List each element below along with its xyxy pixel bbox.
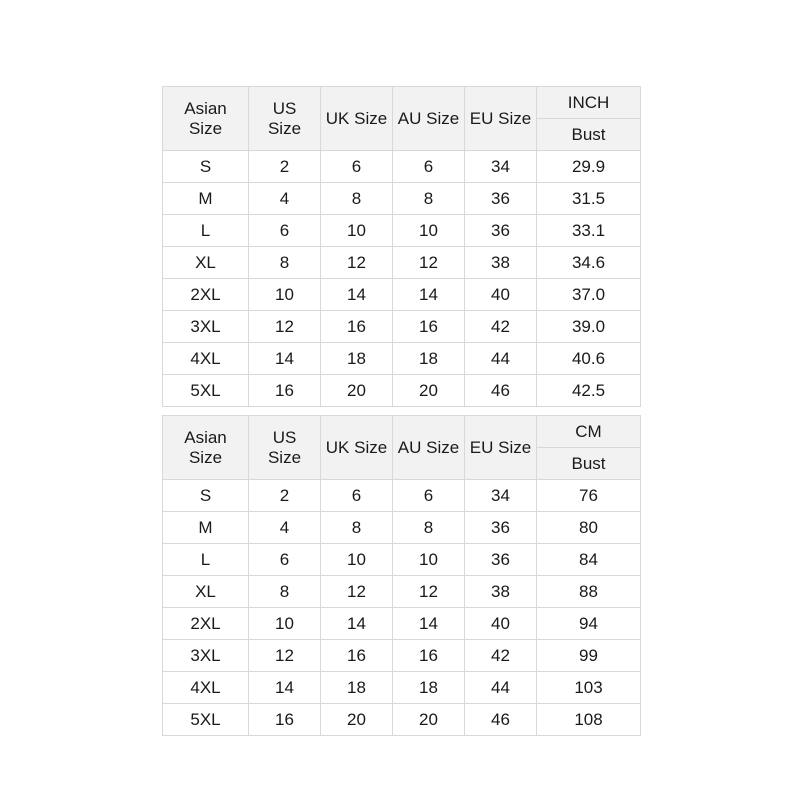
cell-au-size: 12 bbox=[393, 576, 465, 608]
cell-asian-size: 3XL bbox=[163, 311, 249, 343]
cell-au-size: 8 bbox=[393, 512, 465, 544]
cell-asian-size: S bbox=[163, 480, 249, 512]
cell-us-size: 14 bbox=[249, 672, 321, 704]
cell-au-size: 10 bbox=[393, 215, 465, 247]
cell-us-size: 16 bbox=[249, 704, 321, 736]
header-au-size-line1: AU bbox=[397, 437, 422, 457]
header-measure-bust: Bust bbox=[537, 119, 641, 151]
cell-us-size: 12 bbox=[249, 311, 321, 343]
header-asian-size-line2: Size bbox=[188, 447, 223, 467]
cell-bust: 31.5 bbox=[537, 183, 641, 215]
cell-au-size: 18 bbox=[393, 672, 465, 704]
cell-eu-size: 36 bbox=[465, 512, 537, 544]
cell-asian-size: 4XL bbox=[163, 672, 249, 704]
cell-eu-size: 40 bbox=[465, 608, 537, 640]
cell-us-size: 6 bbox=[249, 544, 321, 576]
cell-eu-size: 34 bbox=[465, 480, 537, 512]
table-row bbox=[163, 311, 641, 343]
table-row bbox=[163, 151, 641, 183]
cell-au-size: 8 bbox=[393, 183, 465, 215]
cell-us-size: 2 bbox=[249, 480, 321, 512]
header-au-size bbox=[393, 416, 465, 480]
cell-au-size: 16 bbox=[393, 640, 465, 672]
header-unit-inch: INCH bbox=[537, 87, 641, 119]
cell-au-size: 6 bbox=[393, 480, 465, 512]
table-row bbox=[163, 215, 641, 247]
cell-uk-size: 6 bbox=[321, 480, 393, 512]
header-eu-size bbox=[465, 416, 537, 480]
cell-eu-size: 42 bbox=[465, 311, 537, 343]
cell-au-size: 20 bbox=[393, 375, 465, 407]
header-uk-size bbox=[321, 87, 393, 151]
cell-au-size: 6 bbox=[393, 151, 465, 183]
cell-us-size: 16 bbox=[249, 375, 321, 407]
cell-bust: 99 bbox=[537, 640, 641, 672]
table-row bbox=[163, 576, 641, 608]
cell-eu-size: 42 bbox=[465, 640, 537, 672]
cell-bust: 42.5 bbox=[537, 375, 641, 407]
table-row bbox=[163, 544, 641, 576]
cell-asian-size: 2XL bbox=[163, 279, 249, 311]
cell-uk-size: 12 bbox=[321, 247, 393, 279]
header-eu-size-line2: Size bbox=[498, 108, 532, 128]
table-row bbox=[163, 343, 641, 375]
cell-us-size: 2 bbox=[249, 151, 321, 183]
cell-asian-size: 5XL bbox=[163, 375, 249, 407]
header-eu-size-line2: Size bbox=[498, 437, 532, 457]
cell-uk-size: 20 bbox=[321, 704, 393, 736]
header-au-size-line2: Size bbox=[426, 108, 460, 128]
cell-asian-size: M bbox=[163, 512, 249, 544]
header-uk-size bbox=[321, 416, 393, 480]
table-row bbox=[163, 704, 641, 736]
header-unit-cm: CM bbox=[537, 416, 641, 448]
table-row bbox=[163, 608, 641, 640]
cell-bust: 33.1 bbox=[537, 215, 641, 247]
cell-bust: 88 bbox=[537, 576, 641, 608]
cell-uk-size: 16 bbox=[321, 640, 393, 672]
header-asian-size-line2: Size bbox=[188, 118, 223, 138]
cell-au-size: 10 bbox=[393, 544, 465, 576]
cell-bust: 39.0 bbox=[537, 311, 641, 343]
cell-asian-size: 5XL bbox=[163, 704, 249, 736]
header-uk-size-line2: Size bbox=[354, 437, 388, 457]
header-eu-size bbox=[465, 87, 537, 151]
cell-us-size: 4 bbox=[249, 512, 321, 544]
header-asian-size-line1: Asian bbox=[184, 98, 227, 118]
header-us-size bbox=[249, 416, 321, 480]
cell-eu-size: 38 bbox=[465, 247, 537, 279]
cell-us-size: 8 bbox=[249, 247, 321, 279]
header-au-size-line2: Size bbox=[426, 437, 460, 457]
size-table-inch bbox=[162, 86, 641, 407]
cell-uk-size: 16 bbox=[321, 311, 393, 343]
cell-asian-size: 3XL bbox=[163, 640, 249, 672]
header-asian-size bbox=[163, 416, 249, 480]
cell-asian-size: 2XL bbox=[163, 608, 249, 640]
header-us-size bbox=[249, 87, 321, 151]
cell-eu-size: 36 bbox=[465, 544, 537, 576]
cell-bust: 80 bbox=[537, 512, 641, 544]
cell-au-size: 18 bbox=[393, 343, 465, 375]
cell-eu-size: 44 bbox=[465, 672, 537, 704]
header-uk-size-line1: UK bbox=[325, 108, 350, 128]
cell-eu-size: 36 bbox=[465, 215, 537, 247]
table-header-row bbox=[163, 416, 641, 448]
header-eu-size-line1: EU bbox=[469, 108, 494, 128]
table-row bbox=[163, 279, 641, 311]
cell-us-size: 10 bbox=[249, 279, 321, 311]
cell-bust: 34.6 bbox=[537, 247, 641, 279]
cell-eu-size: 38 bbox=[465, 576, 537, 608]
cell-us-size: 4 bbox=[249, 183, 321, 215]
table-row bbox=[163, 512, 641, 544]
cell-us-size: 14 bbox=[249, 343, 321, 375]
cell-uk-size: 8 bbox=[321, 183, 393, 215]
cell-uk-size: 20 bbox=[321, 375, 393, 407]
cell-au-size: 20 bbox=[393, 704, 465, 736]
cell-us-size: 8 bbox=[249, 576, 321, 608]
size-charts-container bbox=[162, 86, 640, 736]
header-us-size-line2: Size bbox=[267, 118, 302, 138]
table-header-row bbox=[163, 87, 641, 119]
cell-au-size: 12 bbox=[393, 247, 465, 279]
size-table-cm bbox=[162, 415, 641, 736]
cell-bust: 76 bbox=[537, 480, 641, 512]
cell-us-size: 12 bbox=[249, 640, 321, 672]
header-uk-size-line1: UK bbox=[325, 437, 350, 457]
cell-bust: 84 bbox=[537, 544, 641, 576]
cell-eu-size: 36 bbox=[465, 183, 537, 215]
header-au-size-line1: AU bbox=[397, 108, 422, 128]
cell-au-size: 14 bbox=[393, 608, 465, 640]
header-us-size-line2: Size bbox=[267, 447, 302, 467]
cell-uk-size: 14 bbox=[321, 608, 393, 640]
cell-eu-size: 46 bbox=[465, 704, 537, 736]
cell-uk-size: 8 bbox=[321, 512, 393, 544]
table-row bbox=[163, 375, 641, 407]
cell-bust: 103 bbox=[537, 672, 641, 704]
cell-asian-size: M bbox=[163, 183, 249, 215]
cell-bust: 94 bbox=[537, 608, 641, 640]
header-eu-size-line1: EU bbox=[469, 437, 494, 457]
cell-uk-size: 10 bbox=[321, 544, 393, 576]
cell-asian-size: 4XL bbox=[163, 343, 249, 375]
cell-uk-size: 10 bbox=[321, 215, 393, 247]
table-row bbox=[163, 480, 641, 512]
cell-asian-size: L bbox=[163, 215, 249, 247]
cell-eu-size: 40 bbox=[465, 279, 537, 311]
header-us-size-line1: US bbox=[272, 427, 297, 447]
cell-eu-size: 46 bbox=[465, 375, 537, 407]
cell-bust: 40.6 bbox=[537, 343, 641, 375]
cell-uk-size: 14 bbox=[321, 279, 393, 311]
table-row bbox=[163, 183, 641, 215]
cell-uk-size: 12 bbox=[321, 576, 393, 608]
cell-asian-size: L bbox=[163, 544, 249, 576]
cell-asian-size: XL bbox=[163, 247, 249, 279]
cell-asian-size: S bbox=[163, 151, 249, 183]
cell-eu-size: 34 bbox=[465, 151, 537, 183]
cell-bust: 37.0 bbox=[537, 279, 641, 311]
table-separator bbox=[162, 407, 640, 415]
header-uk-size-line2: Size bbox=[354, 108, 388, 128]
table-row bbox=[163, 640, 641, 672]
cell-uk-size: 18 bbox=[321, 343, 393, 375]
cell-uk-size: 6 bbox=[321, 151, 393, 183]
cell-uk-size: 18 bbox=[321, 672, 393, 704]
header-us-size-line1: US bbox=[272, 98, 297, 118]
cell-us-size: 10 bbox=[249, 608, 321, 640]
header-measure-bust: Bust bbox=[537, 448, 641, 480]
cell-asian-size: XL bbox=[163, 576, 249, 608]
cell-us-size: 6 bbox=[249, 215, 321, 247]
table-row bbox=[163, 672, 641, 704]
cell-bust: 29.9 bbox=[537, 151, 641, 183]
cell-au-size: 16 bbox=[393, 311, 465, 343]
cell-eu-size: 44 bbox=[465, 343, 537, 375]
table-row bbox=[163, 247, 641, 279]
header-au-size bbox=[393, 87, 465, 151]
header-asian-size-line1: Asian bbox=[184, 427, 227, 447]
header-asian-size bbox=[163, 87, 249, 151]
cell-au-size: 14 bbox=[393, 279, 465, 311]
cell-bust: 108 bbox=[537, 704, 641, 736]
